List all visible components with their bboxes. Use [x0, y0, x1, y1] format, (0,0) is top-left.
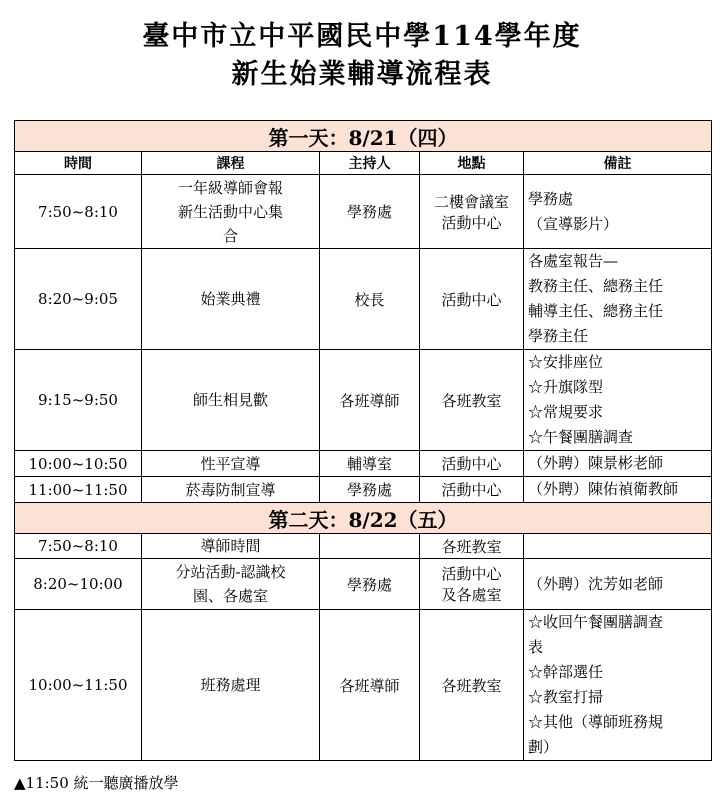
course-line: 分站活動-認識校: [175, 563, 286, 581]
course-cell: [142, 350, 320, 451]
table-row: [15, 249, 712, 350]
notes-line: 輔導主任、總務主任: [528, 302, 664, 320]
course-cell: [142, 610, 320, 761]
notes-cell: [524, 534, 712, 559]
time-cell: 9:15~9:50: [15, 350, 142, 451]
course-line: 園、各處室: [192, 587, 268, 605]
place-cell: [420, 534, 524, 559]
table-row: [15, 477, 712, 503]
day-header-2: 第二天：8/22（五）: [15, 503, 712, 534]
course-cell: [142, 249, 320, 350]
notes-line: 劃）: [528, 738, 559, 756]
notes-line: ☆午餐團膳調查: [528, 428, 634, 446]
place-line: 各班教室: [441, 391, 502, 410]
time-cell: 11:00~11:50: [15, 477, 142, 503]
place-cell: [420, 175, 524, 249]
notes-line: （外聘）陳景彬老師: [528, 454, 664, 472]
place-line: 活動中心: [441, 290, 502, 309]
document-title: 臺中市立中平國民中學114學年度: [142, 21, 582, 52]
place-cell: [420, 559, 524, 610]
time-cell: 10:00~10:50: [15, 451, 142, 477]
course-cell: [142, 451, 320, 477]
place-line: 各班教室: [441, 676, 502, 695]
course-line: 合: [222, 226, 238, 245]
place-line: 活動中心: [441, 481, 502, 499]
course-cell: [142, 534, 320, 559]
table-row: [15, 559, 712, 610]
notes-line: 各處室報告—: [528, 252, 619, 270]
notes-cell: [524, 249, 712, 350]
place-cell: [420, 350, 524, 451]
host-cell: 學務處: [320, 477, 420, 503]
place-cell: [420, 249, 524, 350]
time-cell: 8:20~9:05: [15, 249, 142, 350]
course-line: 性平宣導: [200, 454, 261, 473]
time-cell: 7:50~8:10: [15, 534, 142, 559]
notes-cell: [524, 175, 712, 249]
host-cell: 學務處: [320, 559, 420, 610]
table-row: [15, 534, 712, 559]
place-line: 活動中心: [441, 213, 502, 232]
notes-line: 表: [528, 638, 544, 656]
host-cell: 各班導師: [320, 610, 420, 761]
notes-line: ☆教室打掃: [528, 688, 604, 706]
notes-line: （宣導影片）: [528, 214, 619, 233]
host-cell: [320, 534, 420, 559]
notes-line: 學務主任: [528, 327, 589, 345]
notes-line: ☆常規要求: [528, 403, 604, 421]
document-subtitle: 新生始業輔導流程表: [231, 59, 493, 90]
place-line: 活動中心: [441, 455, 502, 473]
day-header-1: 第一天：8/21（四）: [15, 121, 712, 152]
host-cell: 校長: [320, 249, 420, 350]
schedule-table: [14, 120, 712, 761]
course-line: 菸毒防制宣導: [185, 480, 276, 499]
notes-line: （外聘）陳佑禎衛教師: [528, 480, 679, 498]
notes-line: ☆其他（導師班務規: [528, 713, 664, 731]
time-cell: 7:50~8:10: [15, 175, 142, 249]
place-line: 及各處室: [441, 586, 502, 604]
column-header: 課程: [142, 152, 320, 175]
column-header: 備註: [524, 152, 712, 175]
column-header: 主持人: [320, 152, 420, 175]
notes-line: ☆安排座位: [528, 353, 604, 371]
notes-line: ☆升旗隊型: [528, 378, 604, 396]
table-row: [15, 350, 712, 451]
course-line: 班務處理: [200, 676, 261, 694]
table-row: [15, 610, 712, 761]
notes-line: ☆幹部選任: [528, 663, 604, 681]
notes-cell: [524, 350, 712, 451]
notes-cell: [524, 477, 712, 503]
host-cell: 輔導室: [320, 451, 420, 477]
course-cell: [142, 175, 320, 249]
place-line: 活動中心: [441, 565, 502, 583]
place-cell: [420, 477, 524, 503]
course-line: 新生活動中心集: [177, 202, 283, 221]
course-line: 始業典禮: [200, 290, 261, 308]
place-cell: [420, 451, 524, 477]
notes-line: 教務主任、總務主任: [528, 277, 664, 295]
dismissal-note: ▲11:50 統一聽廣播放學: [14, 774, 179, 792]
time-cell: 8:20~10:00: [15, 559, 142, 610]
column-header: 時間: [15, 152, 142, 175]
column-header: 地點: [420, 152, 524, 175]
place-cell: [420, 610, 524, 761]
course-line: 師生相見歡: [192, 391, 268, 409]
place-line: 二樓會議室: [433, 192, 509, 211]
host-cell: 學務處: [320, 175, 420, 249]
host-cell: 各班導師: [320, 350, 420, 451]
course-cell: [142, 477, 320, 503]
notes-cell: [524, 610, 712, 761]
table-row: [15, 451, 712, 477]
course-line: 一年級導師會報: [177, 178, 283, 197]
table-row: [15, 175, 712, 249]
course-cell: [142, 559, 320, 610]
notes-cell: [524, 451, 712, 477]
notes-line: （外聘）沈芳如老師: [528, 574, 664, 593]
time-cell: 10:00~11:50: [15, 610, 142, 761]
notes-line: 學務處: [528, 189, 574, 208]
notes-line: ☆收回午餐團膳調查: [528, 613, 664, 631]
place-line: 各班教室: [441, 537, 502, 556]
course-line: 導師時間: [200, 537, 261, 555]
notes-cell: [524, 559, 712, 610]
